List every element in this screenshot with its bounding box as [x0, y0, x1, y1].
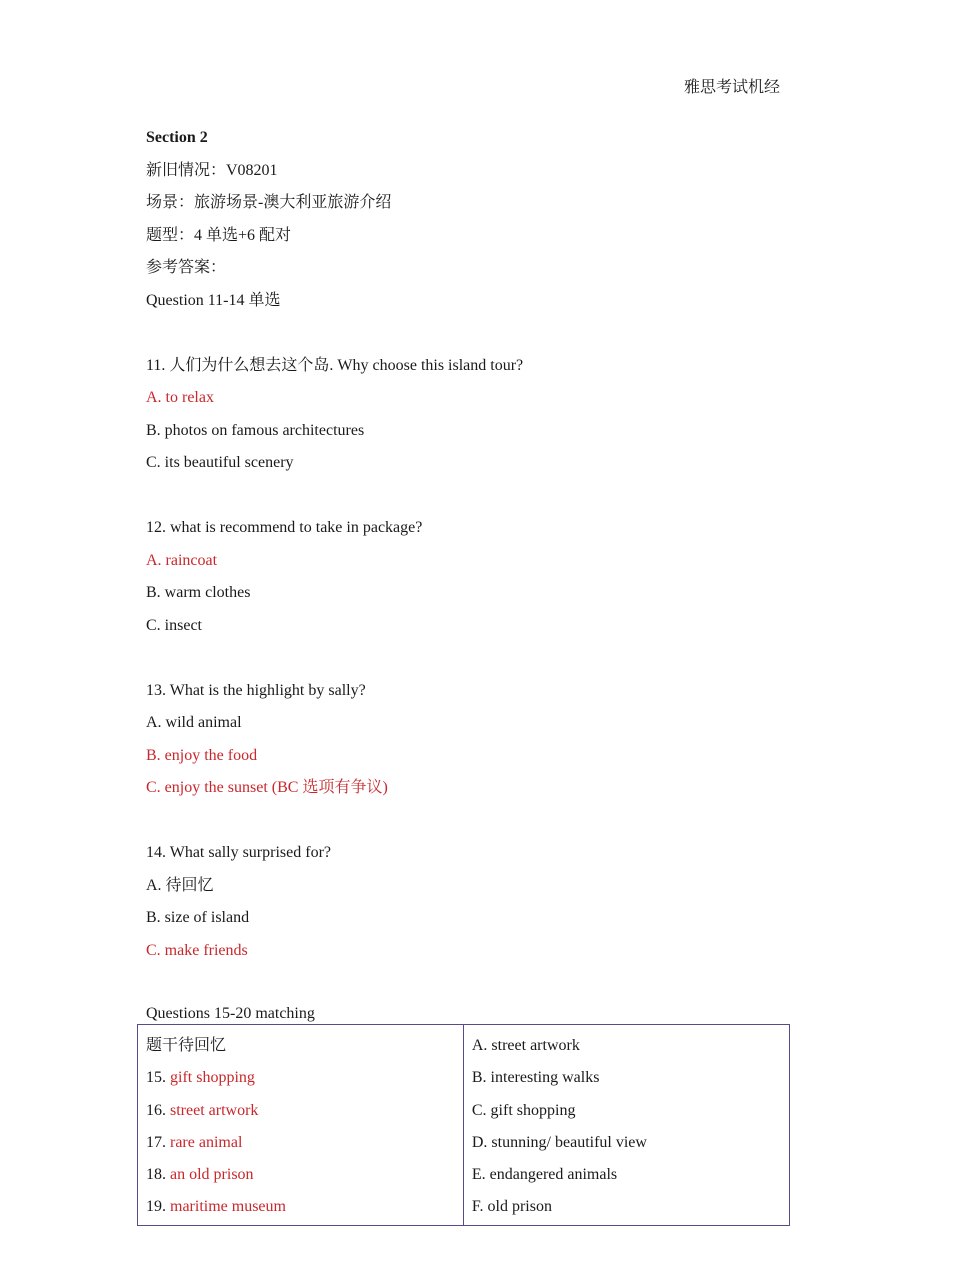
matching-number: 16.: [146, 1101, 166, 1119]
matching-option-a: A. street artwork: [471, 1037, 580, 1054]
matching-option-f: F. old prison: [471, 1198, 552, 1216]
matching-answer: street artwork: [170, 1101, 259, 1119]
matching-answer: an old prison: [170, 1166, 254, 1184]
matching-item-17: [138, 1128, 463, 1160]
option-11b: B. photos on famous architectures: [146, 421, 365, 439]
matching-answer: maritime museum: [170, 1198, 286, 1216]
matching-option-e: E. endangered animals: [471, 1166, 618, 1184]
option-11a: A. to relax: [146, 389, 214, 406]
matching-item-19: [138, 1192, 463, 1224]
matching-item-18: [138, 1160, 463, 1192]
matching-item-15: [138, 1063, 463, 1095]
matching-answer: gift shopping: [170, 1069, 255, 1087]
matching-right-column: [463, 1025, 789, 1226]
matching-left-header: 题干待回忆: [146, 1037, 227, 1054]
question-13: 13. What is the highlight by sally?: [146, 681, 366, 699]
scene-line: 场景：旅游场景-澳大利亚旅游介绍: [146, 194, 392, 211]
matching-table: [137, 1024, 790, 1226]
matching-number: 17.: [146, 1133, 166, 1151]
matching-title: Questions 15-20 matching: [146, 1004, 315, 1022]
matching-option-c: C. gift shopping: [471, 1101, 576, 1119]
brand-header: 雅思考试机经: [683, 79, 780, 96]
option-13c: C. enjoy the sunset (BC 选项有争议): [146, 779, 388, 796]
matching-number: 18.: [146, 1166, 166, 1184]
option-14c: C. make friends: [146, 941, 248, 959]
option-12b: B. warm clothes: [146, 584, 251, 601]
option-11c: C. its beautiful scenery: [146, 454, 294, 471]
answers-label: 参考答案：: [146, 259, 227, 276]
option-13a: A. wild animal: [146, 714, 242, 731]
matching-item-16: [138, 1096, 463, 1128]
matching-number: 19.: [146, 1198, 166, 1216]
matching-left-column: [138, 1025, 464, 1226]
option-13b: B. enjoy the food: [146, 746, 258, 764]
matching-number: 15.: [146, 1069, 166, 1087]
option-12a: A. raincoat: [146, 551, 218, 569]
part1-title: Question 11-14 单选: [146, 291, 281, 309]
matching-answer: rare animal: [170, 1133, 243, 1151]
option-12c: C. insect: [146, 616, 202, 634]
content-body: [146, 124, 806, 1028]
question-14: 14. What sally surprised for?: [146, 844, 331, 861]
section-title: Section 2: [146, 129, 208, 146]
option-14b: B. size of island: [146, 909, 250, 926]
version-line: 新旧情况：V08201: [146, 161, 278, 179]
question-12: 12. what is recommend to take in package?: [146, 519, 423, 536]
question-type-line: 题型：4 单选+6 配对: [146, 226, 292, 244]
matching-option-d: D. stunning/ beautiful view: [471, 1133, 647, 1151]
question-11: 11. 人们为什么想去这个岛. Why choose this island tour?: [146, 356, 524, 374]
option-14a: A. 待回忆: [146, 876, 214, 894]
matching-option-b: B. interesting walks: [471, 1069, 600, 1087]
